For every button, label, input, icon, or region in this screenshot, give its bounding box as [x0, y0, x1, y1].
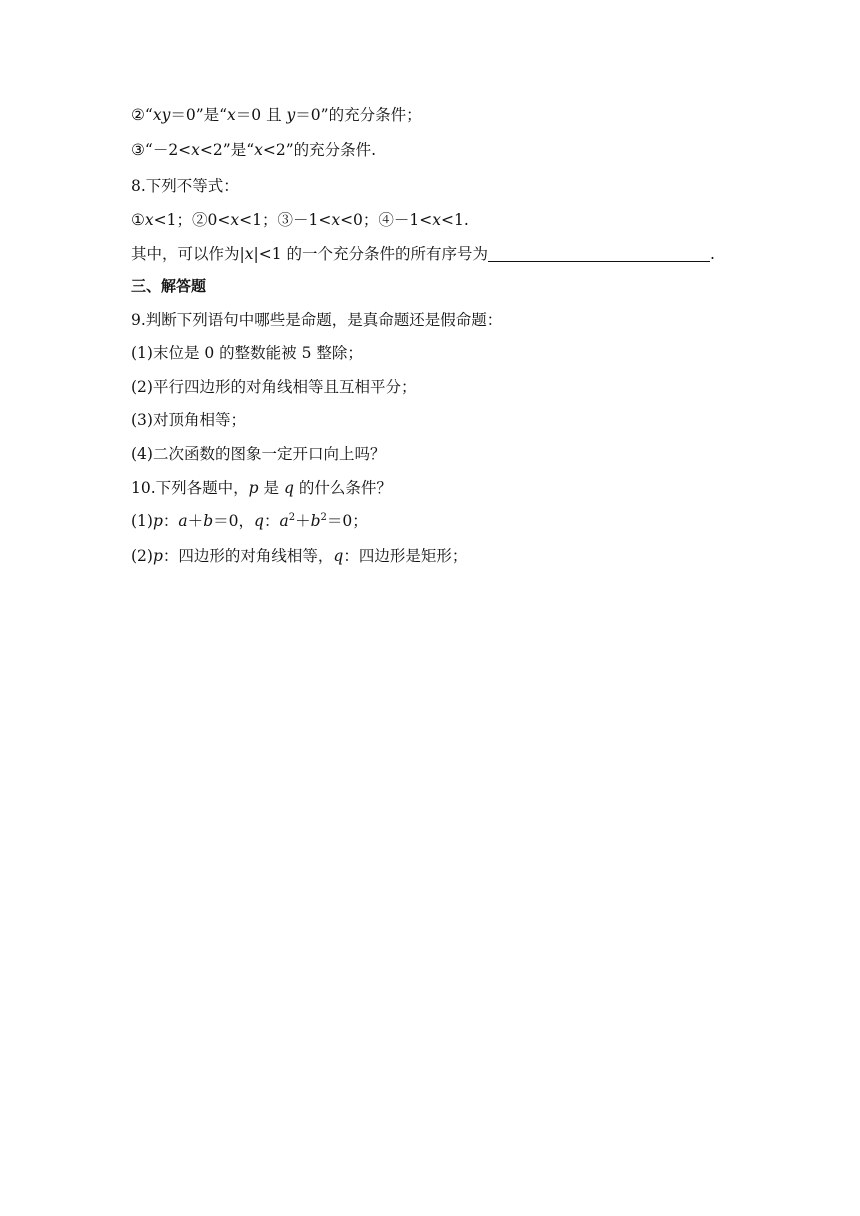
math-var: a	[279, 512, 289, 530]
text-run: ＝0；	[326, 512, 368, 530]
question-10-item-1	[131, 511, 368, 531]
math-var: b	[310, 512, 321, 530]
text-run: <1；③－1<	[239, 211, 332, 229]
text-run: <0；④－1<	[340, 211, 433, 229]
math-var: y	[286, 106, 296, 124]
text-run: <2”的充分条件.	[262, 141, 377, 159]
text-run: ③“－2<	[131, 141, 192, 159]
math-var: x	[227, 106, 236, 124]
math-var: x	[230, 211, 240, 229]
question-10-title	[131, 478, 392, 498]
text-run: ＝0”的充分条件；	[295, 106, 422, 124]
text-run: ＝0”是“	[170, 106, 228, 124]
text-run: <1；②0<	[153, 211, 231, 229]
math-var: xy	[152, 106, 171, 124]
statement-3	[131, 140, 376, 160]
math-var: q	[283, 479, 294, 497]
text-run: 是	[258, 479, 284, 497]
text-run: 的什么条件？	[293, 479, 392, 497]
text-run: (1)	[131, 512, 153, 530]
superscript: 2	[288, 512, 296, 523]
math-var: p	[152, 547, 163, 565]
text-run: <1.	[441, 211, 469, 229]
text-run: ②“	[131, 106, 153, 124]
math-var: q	[254, 512, 264, 530]
text-run: ＋	[187, 512, 204, 530]
text-run: .	[709, 245, 715, 263]
math-var: x	[144, 211, 154, 229]
text-run: ：四边形的对角线相等，	[162, 547, 334, 565]
question-9-item-2: (2)平行四边形的对角线相等且互相平分；	[131, 378, 417, 396]
text-run: ①	[131, 211, 145, 229]
math-var: p	[152, 512, 163, 530]
text-run: ：	[162, 512, 179, 530]
question-9-title: 9.判断下列语句中哪些是命题，是真命题还是假命题：	[131, 311, 503, 329]
math-var: a	[178, 512, 188, 530]
math-var: x	[191, 141, 200, 159]
statement-2	[131, 105, 422, 125]
math-var: b	[203, 512, 214, 530]
question-8-prompt	[131, 244, 715, 264]
answer-blank[interactable]	[488, 245, 710, 262]
text-run: ：四边形是矩形；	[343, 547, 468, 565]
text-run: 10.下列各题中，	[131, 479, 249, 497]
text-run: |<1 的一个充分条件的所有序号为	[253, 245, 488, 263]
math-var: p	[248, 479, 259, 497]
math-var: x	[331, 211, 341, 229]
question-9-item-4: (4)二次函数的图象一定开口向上吗？	[131, 445, 386, 463]
text-run: (2)	[131, 547, 153, 565]
math-var: x	[432, 211, 442, 229]
question-10-item-2	[131, 546, 467, 566]
text-run: ＝0 且	[235, 106, 287, 124]
question-9-item-3: (3)对顶角相等；	[131, 411, 246, 429]
text-run: <2”是“	[199, 141, 255, 159]
math-var: x	[254, 141, 263, 159]
inequality-options	[131, 210, 469, 230]
math-var: x	[244, 245, 254, 263]
text-run: ＋	[295, 512, 311, 530]
text-run: 其中，可以作为|	[131, 245, 245, 263]
question-9-item-1: (1)末位是 0 的整数能被 5 整除；	[131, 344, 363, 362]
text-run: ＝0，	[213, 512, 254, 530]
section-heading: 三、解答题	[131, 277, 207, 295]
math-var: q	[333, 547, 344, 565]
superscript: 2	[320, 512, 327, 523]
text-run: ：	[263, 512, 280, 530]
question-8-title: 8.下列不等式：	[131, 177, 239, 195]
